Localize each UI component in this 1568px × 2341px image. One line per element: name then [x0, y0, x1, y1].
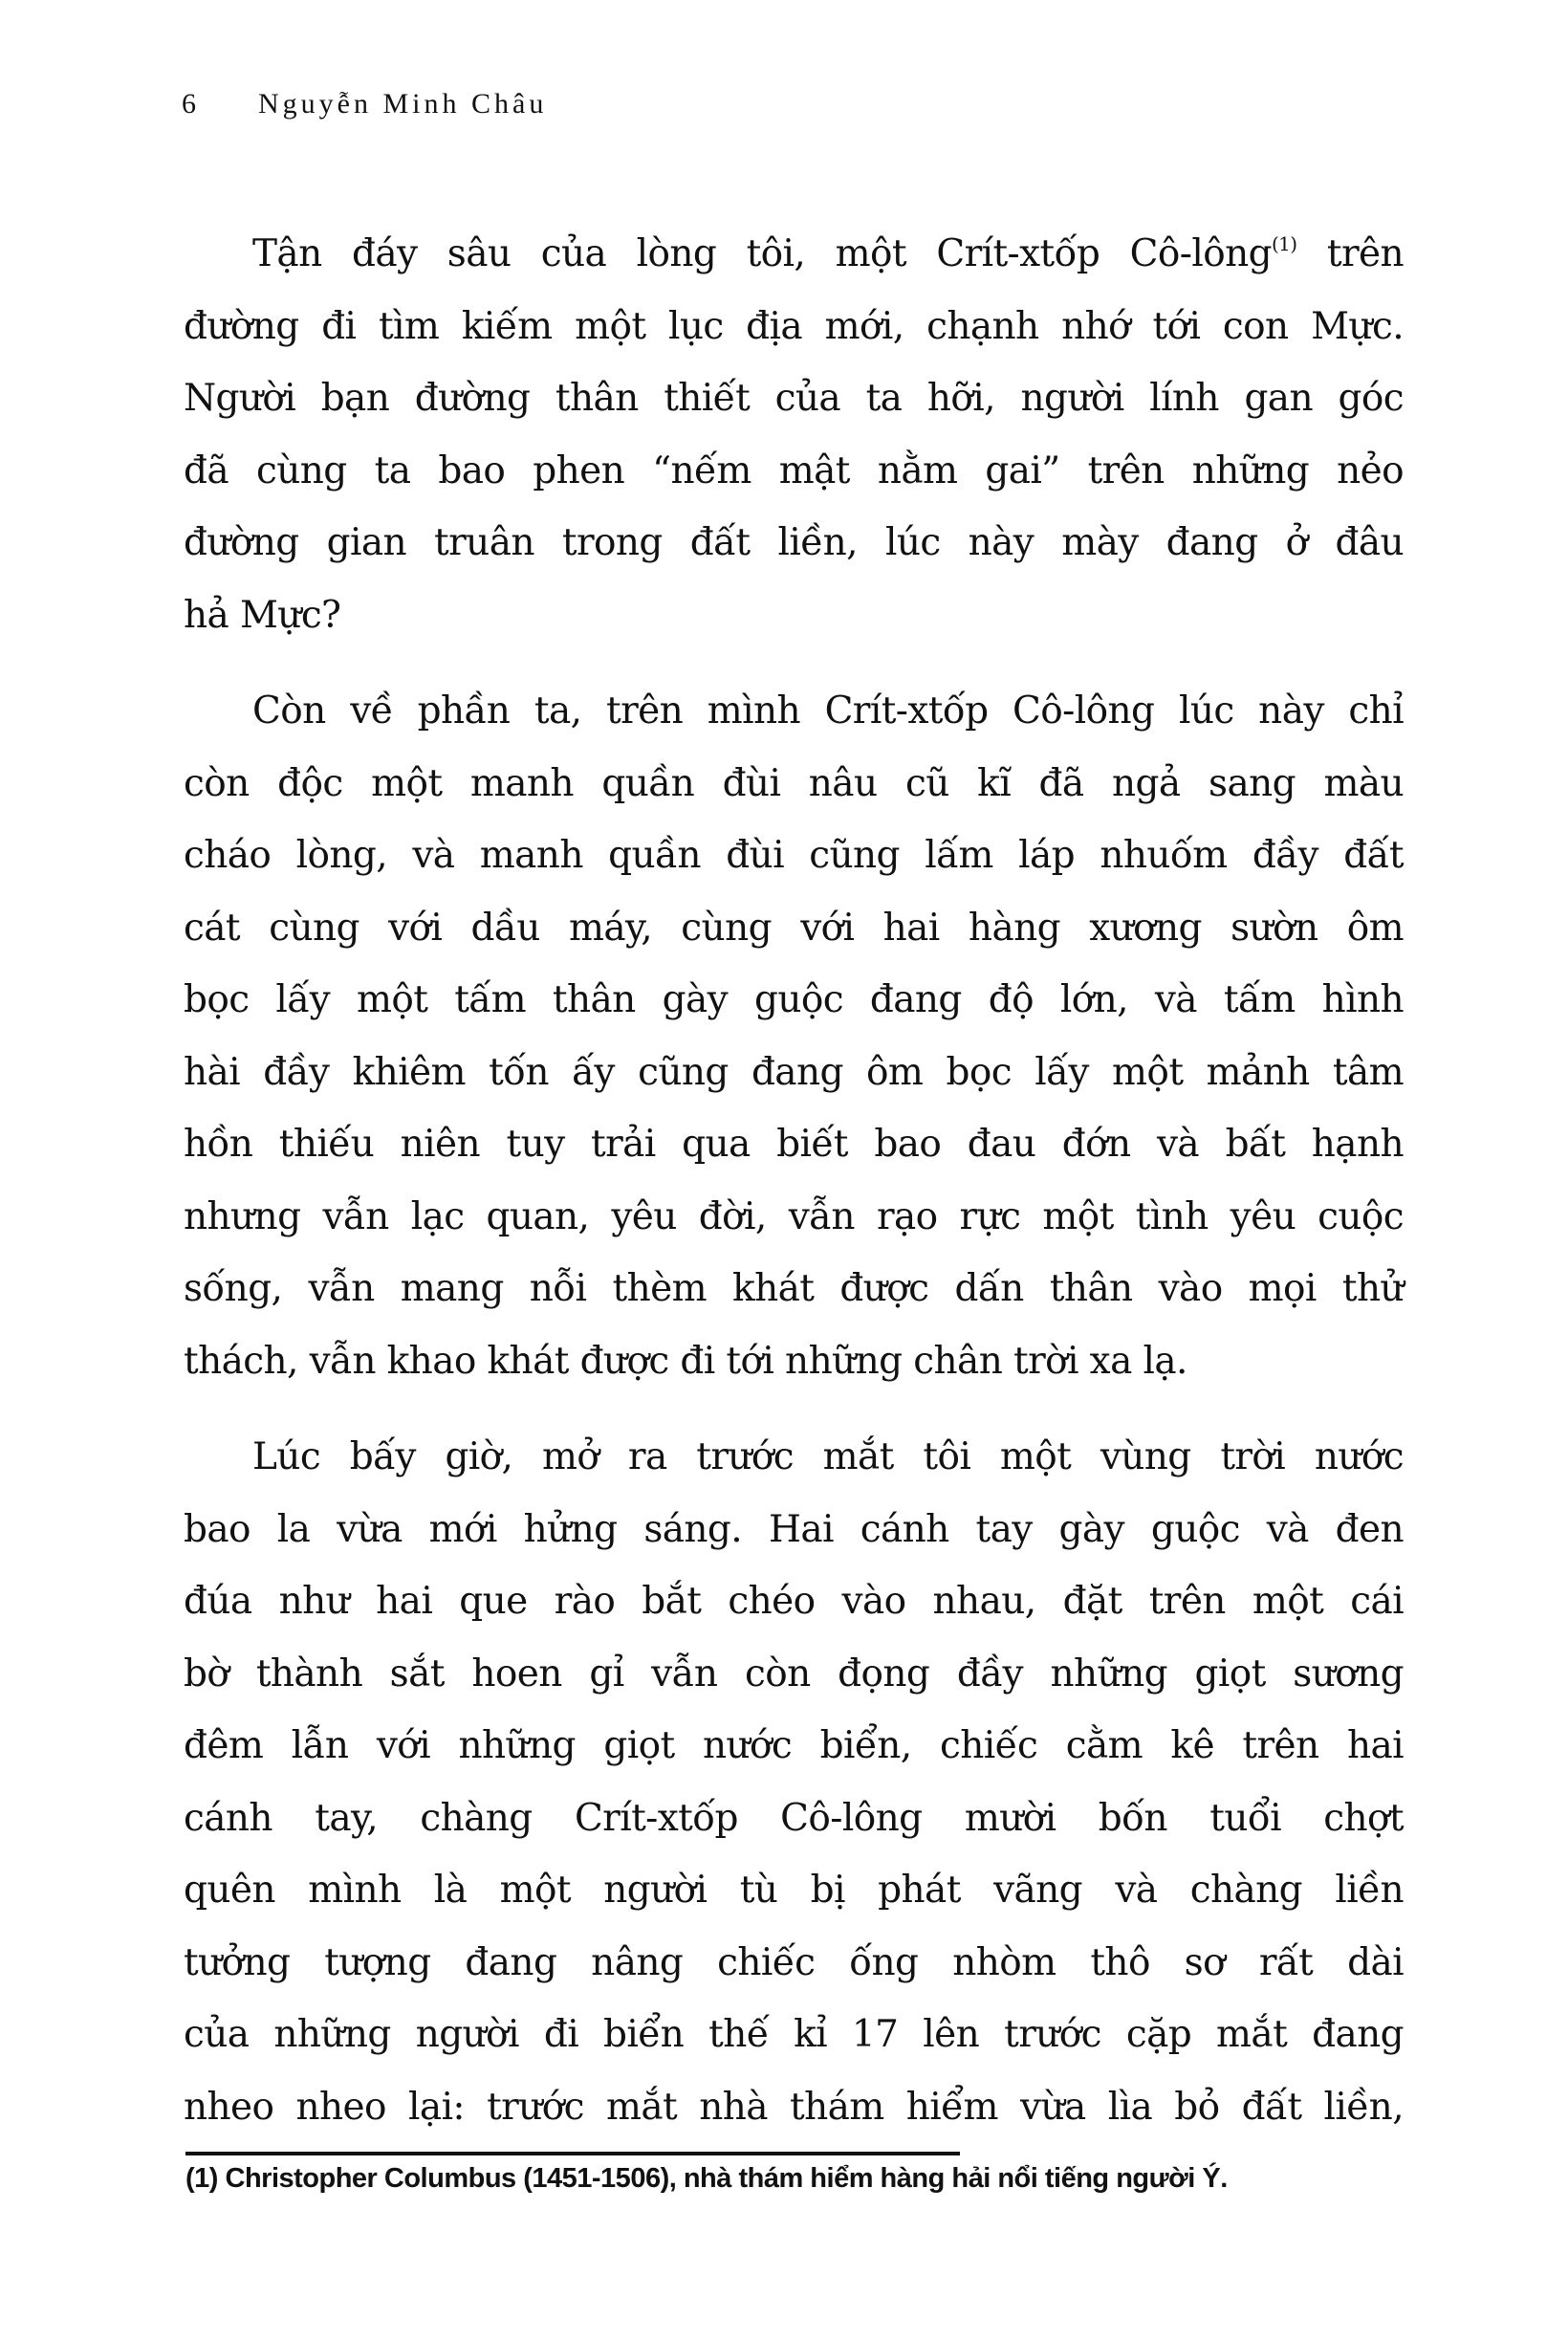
footnote-divider [185, 2152, 960, 2155]
text-line: sống, vẫn mang nỗi thèm khát được dấn thân vào mọi thử [184, 1267, 1404, 1310]
text-line: hả Mực? [184, 593, 341, 637]
text-line: hài đầy khiêm tốn ấy cũng đang ôm bọc lấy một mảnh tâm [184, 1050, 1404, 1094]
text-line: còn độc một manh quần đùi nâu cũ kĩ đã ngả sang màu [184, 761, 1404, 805]
text-line: thách, vẫn khao khát được đi tới những chân trời xa lạ. [184, 1339, 1187, 1383]
footnote-reference[interactable]: (1) [1271, 232, 1297, 255]
footnote: (1) Christopher Columbus (1451-1506), nhà thám hiểm hàng hải nổi tiếng người Ý. [185, 2163, 1228, 2194]
text-line: hồn thiếu niên tuy trải qua biết bao đau đớn và bất hạnh [184, 1123, 1404, 1166]
text-line: bọc lấy một tấm thân gày guộc đang độ lớn, và tấm hình [184, 978, 1404, 1021]
paragraph-3 [184, 1421, 1404, 2143]
page-number: 6 [182, 88, 200, 120]
text-line: cháo lòng, và manh quần đùi cũng lấm láp nhuốm đầy đất [184, 834, 1404, 877]
text-line: quên mình là một người tù bị phát vãng và chàng liền [184, 1869, 1404, 1912]
body-text [184, 218, 1404, 2167]
text-line: đúa như hai que rào bắt chéo vào nhau, đặt trên một cái [184, 1580, 1404, 1623]
text-line: Lúc bấy giờ, mở ra trước mắt tôi một vùng trời nước [252, 1435, 1404, 1478]
author-name: Nguyễn Minh Châu [258, 88, 548, 120]
text-line: bờ thành sắt hoen gỉ vẫn còn đọng đầy những giọt sương [184, 1652, 1404, 1696]
text-line: đã cùng ta bao phen “nếm mật nằm gai” trên những nẻo [184, 449, 1404, 492]
text-line: của những người đi biển thế kỉ 17 lên trước cặp mắt đang [184, 2013, 1404, 2056]
text-line: Còn về phần ta, trên mình Crít-xtốp Cô-lông lúc này chỉ [252, 689, 1404, 733]
text-line: nheo nheo lại: trước mắt nhà thám hiểm vừa lìa bỏ đất liền, [184, 2085, 1404, 2129]
paragraph-1 [184, 218, 1404, 651]
text-line: đường gian truân trong đất liền, lúc này mày đang ở đâu [184, 521, 1404, 564]
paragraph-2 [184, 675, 1404, 1397]
text-line: đường đi tìm kiếm một lục địa mới, chạnh nhớ tới con Mực. [184, 304, 1404, 348]
text-line: Người bạn đường thân thiết của ta hỡi, người lính gan góc [184, 377, 1404, 420]
text-line: nhưng vẫn lạc quan, yêu đời, vẫn rạo rực một tình yêu cuộc [184, 1194, 1404, 1238]
text-line: đêm lẫn với những giọt nước biển, chiếc cằm kê trên hai [184, 1724, 1404, 1767]
text-line: tưởng tượng đang nâng chiếc ống nhòm thô sơ rất dài [184, 1940, 1404, 1984]
text-line: cánh tay, chàng Crít-xtốp Cô-lông mười bốn tuổi chợt [184, 1796, 1404, 1840]
text-line: bao la vừa mới hửng sáng. Hai cánh tay gày guộc và đen [184, 1507, 1404, 1551]
text-line: Tận đáy sâu của lòng tôi, một Crít-xtốp Cô-lông$^{(1)}$ trên [252, 232, 1404, 275]
text-line: cát cùng với dầu máy, cùng với hai hàng xương sườn ôm [184, 906, 1404, 950]
